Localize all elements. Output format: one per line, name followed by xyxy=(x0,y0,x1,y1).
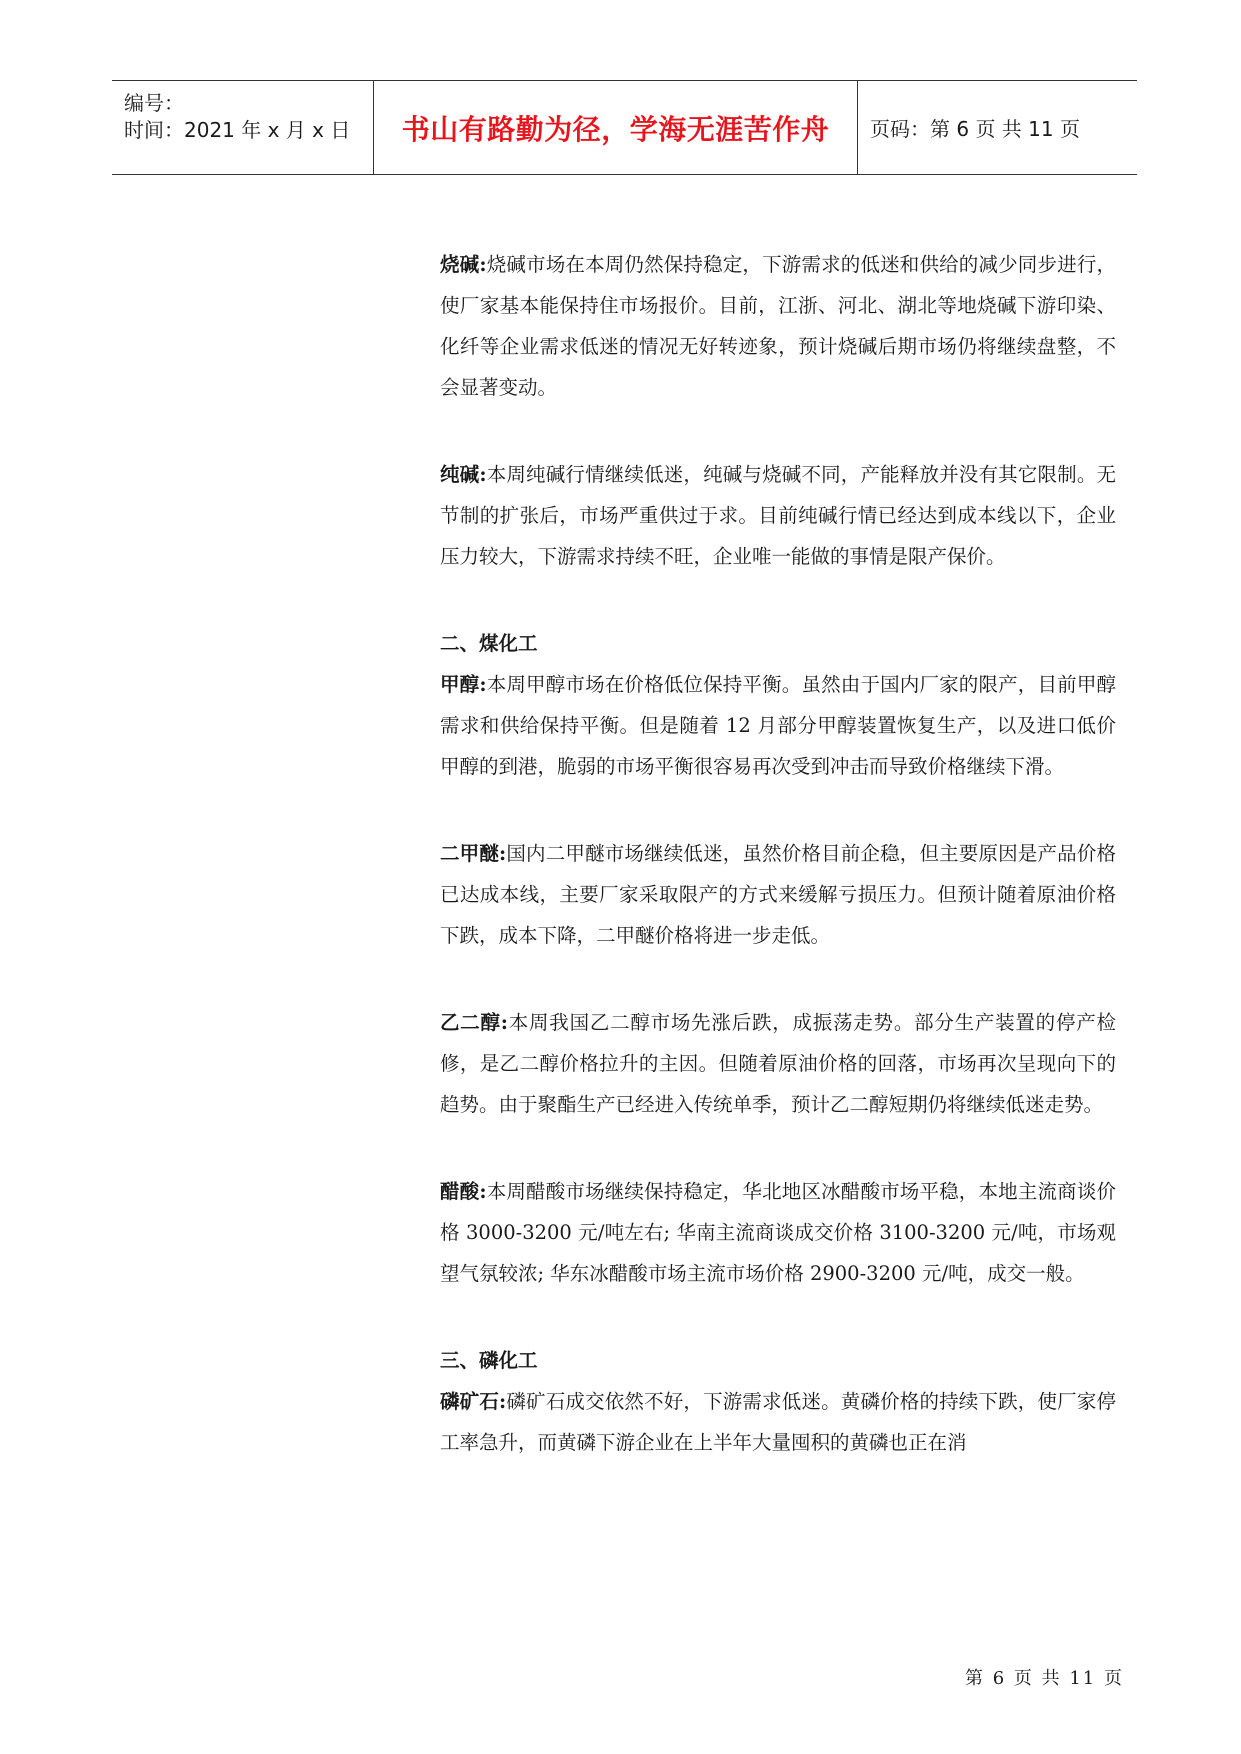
section-heading-phosphorus-chemical: 三、磷化工 xyxy=(440,1349,538,1372)
paragraph-lead: 纯碱: xyxy=(440,463,487,486)
paragraph-text: 本周甲醇市场在价格低位保持平衡。虽然由于国内厂家的限产，目前甲醇需求和供给保持平衡。但是随着 12 月部分甲醇装置恢复生产，以及进口低价甲醇的到港，脆弱的市场平衡很容易再次受到冲击而导致价格继续下滑。 xyxy=(440,673,1116,778)
time-label: 时间：2021 年 x 月 x 日 xyxy=(124,118,351,142)
paragraph-lead: 甲醇: xyxy=(440,673,487,696)
paragraph-text: 烧碱市场在本周仍然保持稳定，下游需求的低迷和供给的减少同步进行，使厂家基本能保持住市场报价。目前，江浙、河北、湖北等地烧碱下游印染、化纤等企业需求低迷的情况无好转迹象，预计烧碱后期市场仍将继续盘整，不会显著变动。 xyxy=(440,253,1116,399)
paragraph-caustic-soda xyxy=(440,244,1116,408)
header-meta-cell xyxy=(112,81,374,174)
section-heading-coal-chemical: 二、煤化工 xyxy=(440,632,538,655)
paragraph-text: 国内二甲醚市场继续低迷，虽然价格目前企稳，但主要原因是产品价格已达成本线，主要厂家采取限产的方式来缓解亏损压力。但预计随着原油价格下跌，成本下降，二甲醚价格将进一步走低。 xyxy=(440,842,1116,947)
document-body xyxy=(440,244,1116,1463)
paragraph-lead: 烧碱: xyxy=(440,253,487,276)
page-label: 页码：第 6 页 共 11 页 xyxy=(870,117,1080,141)
paragraph-lead: 磷矿石: xyxy=(440,1390,507,1413)
paragraph-text: 本周我国乙二醇市场先涨后跌，成振荡走势。部分生产装置的停产检修，是乙二醇价格拉升的主因。但随着原油价格的回落，市场再次呈现向下的趋势。由于聚酯生产已经进入传统单季，预计乙二醇短期仍将继续低迷走势。 xyxy=(440,1011,1116,1116)
paragraph-text: 磷矿石成交依然不好，下游需求低迷。黄磷价格的持续下跌，使厂家停工率急升，而黄磷下游企业在上半年大量囤积的黄磷也正在消 xyxy=(440,1390,1116,1454)
paragraph-methanol xyxy=(440,664,1116,787)
paragraph-text: 本周醋酸市场继续保持稳定，华北地区冰醋酸市场平稳，本地主流商谈价格 3000-3200 元/吨左右; 华南主流商谈成交价格 3100-3200 元/吨，市场观望气氛较浓; 华东冰醋酸市场主流市场价格 2900-3200 元/吨，成交一般。 xyxy=(440,1180,1116,1285)
paragraph-phosphate-rock xyxy=(440,1381,1116,1463)
paragraph-text: 本周纯碱行情继续低迷，纯碱与烧碱不同，产能释放并没有其它限制。无节制的扩张后，市场严重供过于求。目前纯碱行情已经达到成本线以下，企业压力较大，下游需求持续不旺，企业唯一能做的事情是限产保价。 xyxy=(440,463,1116,568)
number-label: 编号： xyxy=(124,91,184,115)
document-header xyxy=(112,80,1137,175)
paragraph-ethylene-glycol xyxy=(440,1002,1116,1125)
header-page-cell xyxy=(858,81,1137,174)
header-motto-cell xyxy=(374,81,858,174)
paragraph-lead: 醋酸: xyxy=(440,1180,487,1203)
paragraph-soda-ash xyxy=(440,454,1116,577)
paragraph-lead: 乙二醇: xyxy=(440,1011,508,1034)
paragraph-lead: 二甲醚: xyxy=(440,842,507,865)
motto-text: 书山有路勤为径，学海无涯苦作舟 xyxy=(401,112,830,146)
page-footer: 第 6 页 共 11 页 xyxy=(965,1668,1124,1689)
paragraph-acetic-acid xyxy=(440,1171,1116,1294)
paragraph-dme xyxy=(440,833,1116,956)
